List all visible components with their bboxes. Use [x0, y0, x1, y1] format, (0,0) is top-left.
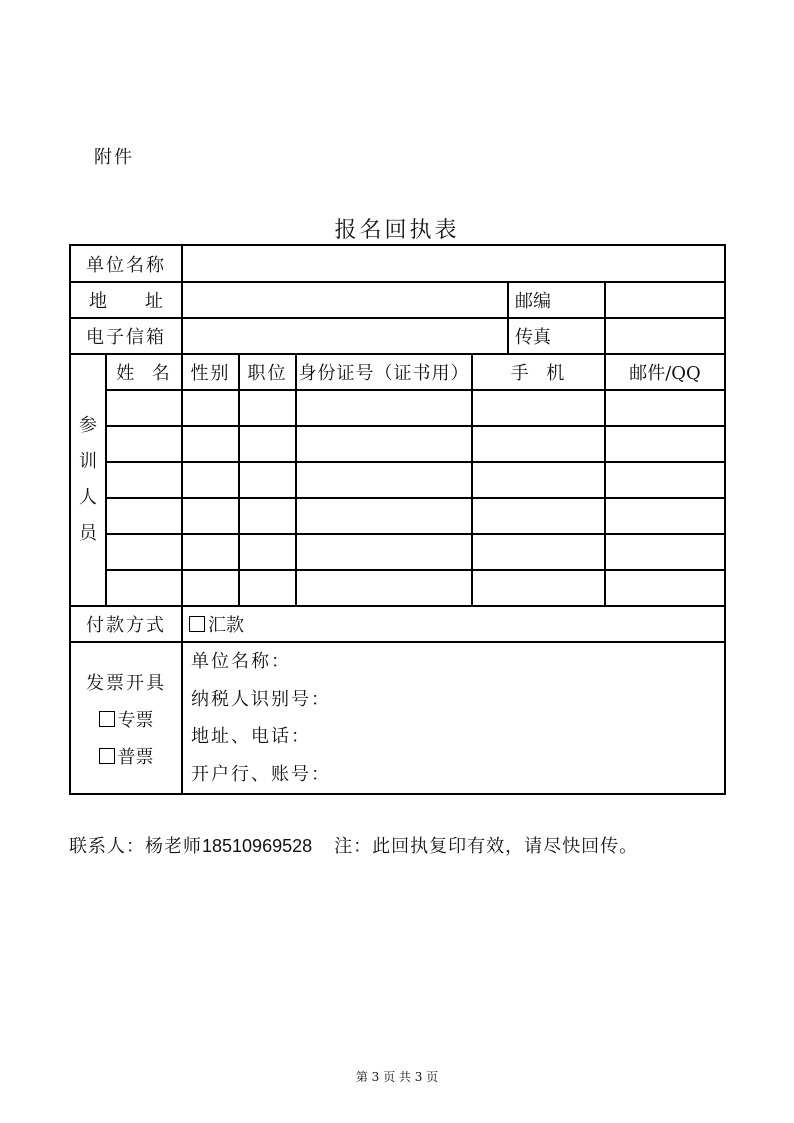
remittance-label: 汇款	[208, 615, 244, 636]
address-label-char-1: 地	[89, 291, 107, 312]
participant-email-cell[interactable]	[605, 462, 725, 498]
participant-position-cell[interactable]	[239, 462, 296, 498]
participant-email-cell[interactable]	[605, 426, 725, 462]
company-name-field[interactable]	[182, 245, 725, 282]
participant-position-cell[interactable]	[239, 390, 296, 426]
participant-row	[70, 498, 725, 534]
remittance-checkbox[interactable]	[189, 616, 205, 632]
header-gender: 性别	[182, 354, 239, 390]
payment-row	[70, 606, 725, 642]
attachment-label: 附件	[94, 147, 134, 168]
address-label-char-2: 址	[145, 291, 163, 312]
email-field[interactable]	[182, 318, 508, 354]
participant-row	[70, 390, 725, 426]
special-invoice-checkbox[interactable]	[99, 711, 115, 727]
participant-id-cell[interactable]	[296, 390, 472, 426]
special-invoice-label: 专票	[117, 709, 154, 731]
contact-person: 联系人：杨老师	[69, 836, 202, 857]
invoice-tax-id[interactable]: 纳税人识别号：	[191, 688, 331, 710]
participant-email-cell[interactable]	[605, 498, 725, 534]
participant-email-cell[interactable]	[605, 390, 725, 426]
address-row	[70, 282, 725, 318]
contact-note	[69, 832, 638, 858]
participant-row	[70, 534, 725, 570]
participant-id-cell[interactable]	[296, 570, 472, 606]
side-label-char: 人	[79, 487, 97, 508]
participant-name-cell[interactable]	[106, 462, 182, 498]
participant-name-cell[interactable]	[106, 390, 182, 426]
participant-mobile-cell[interactable]	[472, 426, 605, 462]
participant-name-cell[interactable]	[106, 498, 182, 534]
participant-gender-cell[interactable]	[182, 534, 239, 570]
participant-mobile-cell[interactable]	[472, 534, 605, 570]
participant-id-cell[interactable]	[296, 426, 472, 462]
participant-name-cell[interactable]	[106, 570, 182, 606]
side-label-char: 训	[79, 451, 97, 472]
header-id-number: 身份证号（证书用）	[296, 354, 472, 390]
participant-position-cell[interactable]	[239, 426, 296, 462]
registration-form	[69, 244, 726, 795]
participant-gender-cell[interactable]	[182, 498, 239, 534]
page-number: 第 3 页 共 3 页	[355, 1070, 439, 1084]
company-name-row	[70, 245, 725, 282]
participant-name-cell[interactable]	[106, 534, 182, 570]
email-label: 电子信箱	[70, 318, 182, 354]
fax-field[interactable]	[605, 318, 725, 354]
participant-row	[70, 462, 725, 498]
participant-mobile-cell[interactable]	[472, 570, 605, 606]
participant-position-cell[interactable]	[239, 498, 296, 534]
side-label-char: 员	[79, 523, 97, 544]
participant-mobile-cell[interactable]	[472, 498, 605, 534]
participant-row	[70, 426, 725, 462]
payment-option	[182, 606, 725, 642]
header-position: 职位	[239, 354, 296, 390]
header-email-qq: 邮件/QQ	[605, 354, 725, 390]
invoice-label-cell	[70, 642, 182, 794]
invoice-row	[70, 642, 725, 794]
payment-label: 付款方式	[70, 606, 182, 642]
participant-mobile-cell[interactable]	[472, 462, 605, 498]
participant-position-cell[interactable]	[239, 570, 296, 606]
invoice-info-cell	[182, 642, 725, 794]
invoice-company-name[interactable]: 单位名称：	[191, 651, 291, 672]
participant-id-cell[interactable]	[296, 534, 472, 570]
postcode-field[interactable]	[605, 282, 725, 318]
side-label-char: 参	[79, 415, 97, 436]
invoice-label: 发票开具	[86, 672, 166, 694]
email-row	[70, 318, 725, 354]
address-label	[70, 282, 182, 318]
contact-phone: 18510969528	[202, 836, 313, 856]
participants-header-row	[70, 354, 725, 390]
postcode-label: 邮编	[508, 282, 605, 318]
participants-side-label	[70, 354, 106, 606]
fax-label: 传真	[508, 318, 605, 354]
participant-gender-cell[interactable]	[182, 426, 239, 462]
participant-email-cell[interactable]	[605, 570, 725, 606]
participant-row	[70, 570, 725, 606]
copy-note: 注：此回执复印有效，请尽快回传。	[334, 836, 639, 857]
participant-gender-cell[interactable]	[182, 570, 239, 606]
header-name: 姓 名	[106, 354, 182, 390]
normal-invoice-checkbox[interactable]	[99, 748, 115, 764]
participant-name-cell[interactable]	[106, 426, 182, 462]
participant-id-cell[interactable]	[296, 498, 472, 534]
header-mobile: 手 机	[472, 354, 605, 390]
invoice-bank-account[interactable]: 开户行、账号：	[191, 763, 331, 785]
participant-mobile-cell[interactable]	[472, 390, 605, 426]
address-field[interactable]	[182, 282, 508, 318]
participant-gender-cell[interactable]	[182, 462, 239, 498]
normal-invoice-label: 普票	[117, 746, 154, 768]
participant-position-cell[interactable]	[239, 534, 296, 570]
participant-email-cell[interactable]	[605, 534, 725, 570]
invoice-address-phone[interactable]: 地址、电话：	[191, 726, 311, 747]
company-name-label: 单位名称	[70, 245, 182, 282]
participant-id-cell[interactable]	[296, 462, 472, 498]
form-title: 报名回执表	[334, 218, 460, 243]
participant-gender-cell[interactable]	[182, 390, 239, 426]
